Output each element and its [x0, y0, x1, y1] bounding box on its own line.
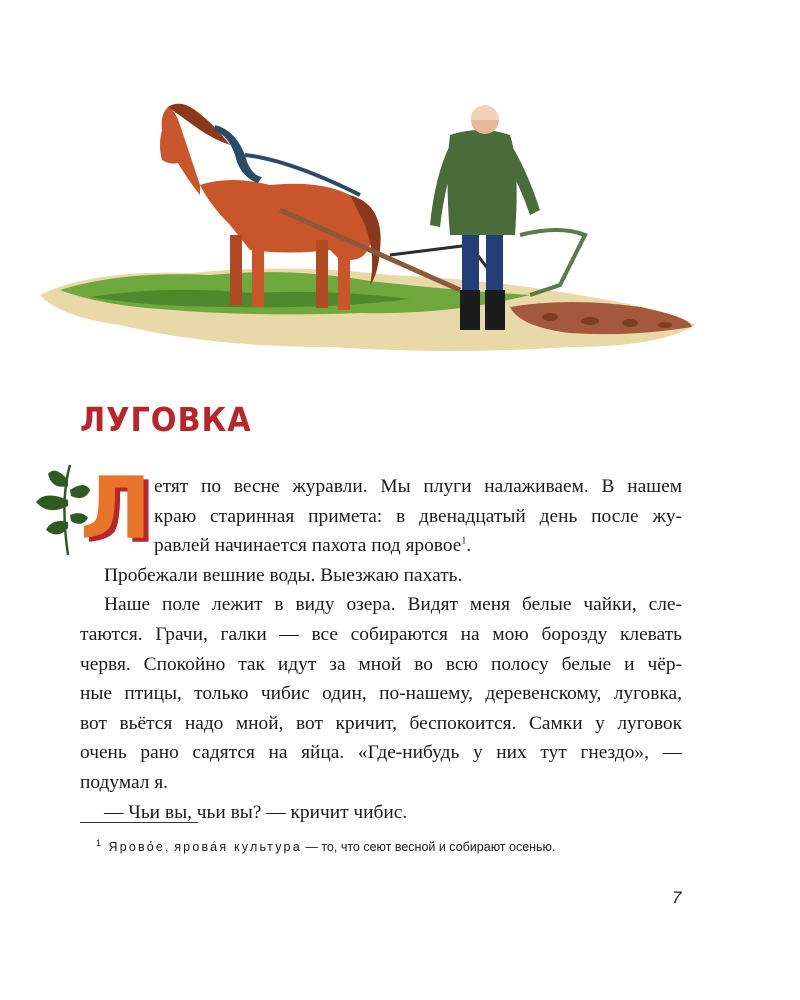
- drop-cap: Л: [80, 459, 152, 559]
- text-line: таются. Грачи, галки — все собираются на мою борозду клевать: [80, 623, 682, 645]
- footnote-ref[interactable]: 1: [461, 535, 467, 547]
- text-line: подумал я.: [80, 771, 169, 793]
- text-line: очень рано садятся на яйца. «Где-нибудь у них тут гнездо», —: [80, 742, 682, 764]
- text-line: вот вьётся надо мной, вот кричит, беспокоится. Самки у луговок: [80, 712, 682, 734]
- text-line: ные птицы, только чибис один, по-нашему, деревенскому, луговка,: [80, 683, 682, 705]
- footnote-divider: [80, 822, 198, 823]
- text-line: краю старинная примета: в двенадцатый день после жу-: [154, 505, 682, 527]
- text-line-content: равлей начинается пахота под яровое: [154, 535, 462, 557]
- footnote-text: — то, что сеют весной и собирают осенью.: [305, 840, 556, 855]
- text-line: — Чьи вы, чьи вы? — кричит чибис.: [104, 801, 408, 823]
- text-line: червя. Спокойно так идут за мной во всю полосу белые и чёр-: [80, 653, 682, 675]
- page-number: 7: [672, 888, 682, 907]
- footnote-term: ярова́я культура: [174, 840, 302, 855]
- text-line: равлей начинается пахота под яровое$^1$.: [154, 535, 472, 557]
- text-line: етят по весне журавли. Мы плуги налаживаем. В нашем: [154, 476, 682, 497]
- paragraph-2: [80, 561, 682, 591]
- footnote-number: 1: [96, 838, 102, 848]
- drop-cap-block: [80, 459, 152, 559]
- chapter-title: ЛУГОВКА: [80, 400, 252, 439]
- footnote-term: Ярово́е,: [108, 840, 171, 855]
- text-line: Пробежали вешние воды. Выезжаю пахать.: [104, 564, 463, 586]
- paragraph-3: [80, 590, 682, 797]
- first-paragraph: [80, 459, 682, 561]
- body-text: [80, 459, 682, 827]
- illustration-plowing: [30, 85, 710, 385]
- text-line: Наше поле лежит в виду озера. Видят меня белые чайки, сле-: [104, 594, 682, 616]
- footnote: [96, 838, 555, 854]
